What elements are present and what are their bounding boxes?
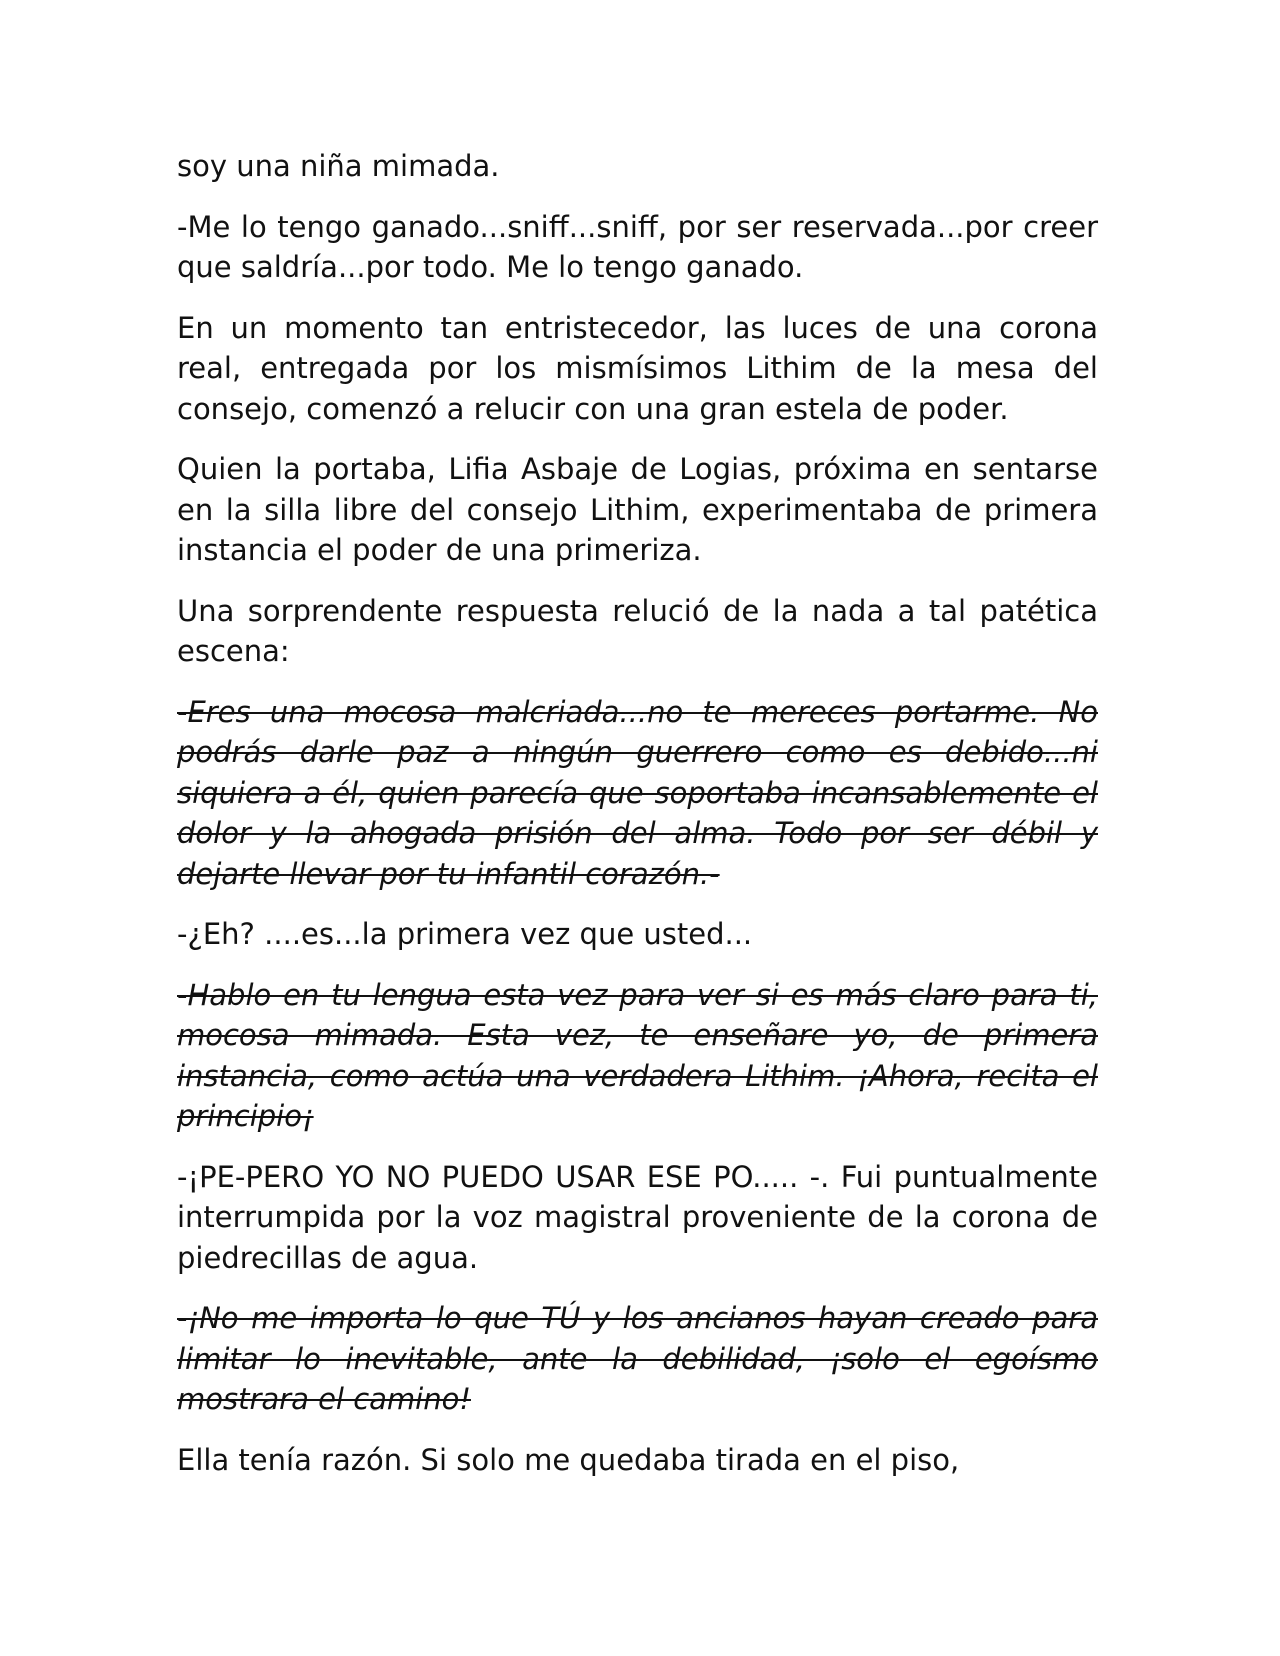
body-paragraph: Una sorprendente respuesta relució de la nada a tal patética escena: xyxy=(177,593,1098,668)
struck-dialogue-paragraph: -Hablo en tu lengua esta vez para ver si es más claro para ti, mocosa mimada. Esta vez, te enseñare yo, de primera instancia, como actúa una verdadera Lithim. ¡Ahora, recita el principio¡ xyxy=(177,977,1098,1133)
body-paragraph: Ella tenía razón. Si solo me quedaba tirada en el piso, xyxy=(177,1442,960,1477)
body-paragraph: soy una niña mimada. xyxy=(177,149,500,183)
struck-dialogue-paragraph: -¡No me importa lo que TÚ y los ancianos hayan creado para limitar lo inevitable, ante la debilidad, ¡solo el egoísmo mostrara el camino! xyxy=(177,1301,1098,1416)
body-paragraph: En un momento tan entristecedor, las luces de una corona real, entregada por los mismísimos Lithim de la mesa del consejo, comenzó a relucir con una gran estela de poder. xyxy=(177,310,1098,426)
text-column xyxy=(177,146,1098,1500)
struck-dialogue-paragraph: -Eres una mocosa malcriada...no te mereces portarme. No podrás darle paz a ningún guerrero como es debido...ni siquiera a él, quien parecía que soportaba incansablemente el dolor y la ahogada prisión del alma. Todo por ser débil y dejarte llevar por tu infantil corazón.- xyxy=(177,694,1098,891)
body-paragraph: -¡PE-PERO YO NO PUEDO USAR ESE PO..... -. Fui puntualmente interrumpida por la voz magistral proveniente de la corona de piedrecillas de agua. xyxy=(177,1159,1098,1275)
body-paragraph: -¿Eh? ....es...la primera vez que usted... xyxy=(177,917,753,951)
body-paragraph: -Me lo tengo ganado...sniff...sniff, por ser reservada...por creer que saldría...por todo. Me lo tengo ganado. xyxy=(177,209,1098,284)
body-paragraph: Quien la portaba, Lifia Asbaje de Logias, próxima en sentarse en la silla libre del consejo Lithim, experimentaba de primera instancia el poder de una primeriza. xyxy=(177,452,1098,567)
